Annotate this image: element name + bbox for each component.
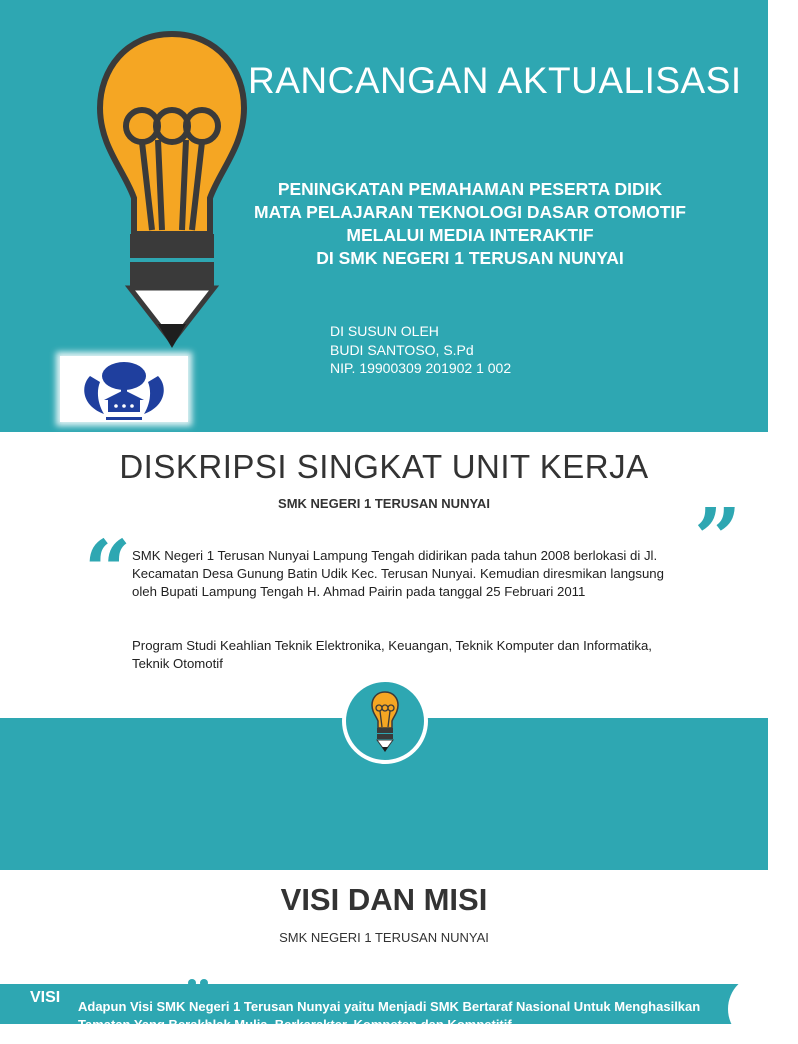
visi-text: Adapun Visi SMK Negeri 1 Terusan Nunyai yaitu Menjadi SMK Bertaraf Nasional Untuk Menghasilkan Tamatan Yang Berakhlak Mulia, Berkarakter, Kompeten dan Kompetitif [78,999,701,1032]
slide-subtitle [220,178,720,270]
government-logo [60,356,188,422]
slide-title: RANCANGAN AKTUALISASI [248,60,742,101]
open-quote-icon: “ [84,523,132,619]
government-emblem-icon [60,356,188,422]
author-line: BUDI SANTOSO, S.Pd [330,341,474,358]
subtitle-line: MELALUI MEDIA INTERAKTIF [346,225,594,245]
unit-description-slide [0,432,768,870]
lightbulb-pencil-icon [370,690,400,754]
decorative-dots [188,979,212,987]
author-block [330,322,511,378]
visi-label: VISI [30,989,61,1006]
slide-heading: DISKRIPSI SINGKAT UNIT KERJA [119,448,649,485]
subtitle-line: DI SMK NEGERI 1 TERUSAN NUNYAI [316,248,624,268]
lightbulb-badge [342,678,428,764]
unit-name: SMK NEGERI 1 TERUSAN NUNYAI [279,930,489,945]
close-quote-icon: ” [694,491,742,587]
description-paragraph: SMK Negeri 1 Terusan Nunyai Lampung Tengah didirikan pada tahun 2008 berlokasi di Jl. Kecamatan Desa Gunung Batin Udik Kec. Terusan Nunyai. Kemudian diresmikan langsung oleh Bupati Lampung Tengah H. Ahmad Pairin pada tanggal 25 Februari 2011 [132,548,664,599]
subtitle-line: MATA PELAJARAN TEKNOLOGI DASAR OTOMOTIF [254,202,686,222]
unit-name: SMK NEGERI 1 TERUSAN NUNYAI [278,496,490,511]
title-slide [0,0,768,432]
author-line: DI SUSUN OLEH [330,323,439,339]
vision-mission-slide [0,870,768,1032]
subtitle-line: PENINGKATAN PEMAHAMAN PESERTA DIDIK [277,179,663,199]
dot [200,979,208,987]
decorative-circle [728,974,798,1044]
slide-heading: VISI DAN MISI [280,882,488,917]
program-paragraph: Program Studi Keahlian Teknik Elektronika, Keuangan, Teknik Komputer dan Informatika, Teknik Otomotif [132,638,652,671]
dot [188,979,196,987]
author-line: NIP. 19900309 201902 1 002 [330,360,512,376]
